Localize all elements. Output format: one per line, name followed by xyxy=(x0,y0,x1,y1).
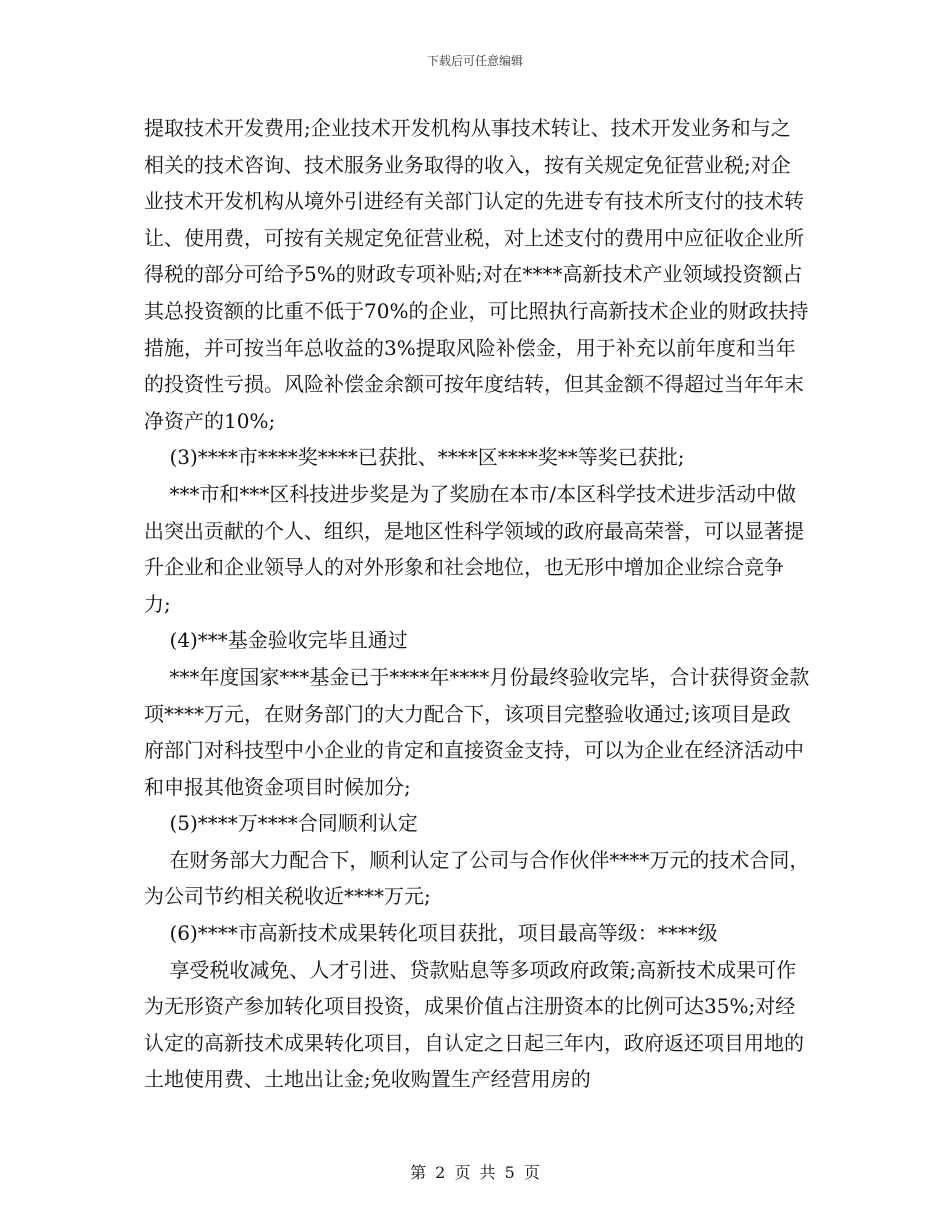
document-body xyxy=(144,110,810,1098)
page-footer: 第 2 页 共 5 页 xyxy=(410,1163,540,1182)
paragraph: (5)****万****合同顺利认定 xyxy=(144,811,418,836)
paragraph: (4)***基金验收完毕且通过 xyxy=(144,628,408,653)
paragraph: ***市和***区科技进步奖是为了奖励在本市/本区科学技术进步活动中做出突出贡献的个人、组织，是地区性科学领域的政府最高荣誉，可以显著提升企业和企业领导人的对外形象和社会地位，也无形中增加企业综合竞争力; xyxy=(144,481,804,616)
paragraph: 在财务部大力配合下，顺利认定了公司与合作伙伴****万元的技术合同，为公司节约相关税收近****万元; xyxy=(144,847,810,909)
paragraph: (6)****市高新技术成果转化项目获批，项目最高等级：****级 xyxy=(144,921,718,946)
paragraph: ***年度国家***基金已于****年****月份最终验收完毕，合计获得资金款项****万元，在财务部门的大力配合下，该项目完整验收通过;该项目是政府部门对科技型中小企业的肯定和直接资金支持，可以为企业在经济活动中和申报其他资金项目时候加分; xyxy=(144,664,810,799)
paragraph: 提取技术开发费用;企业技术开发机构从事技术转让、技术开发业务和与之相关的技术咨询、技术服务业务取得的收入，按有关规定免征营业税;对企业技术开发机构从境外引进经有关部门认定的先进专有技术所支付的技术转让、使用费，可按有关规定免征营业税，对上述支付的费用中应征收企业所得税的部分可给予5%的财政专项补贴;对在****高新技术产业领域投资额占其总投资额的比重不低于70%的企业，可比照执行高新技术企业的财政扶持措施，并可按当年总收益的3%提取风险补偿金，用于补充以前年度和当年的投资性亏损。风险补偿金余额可按年度结转，但其金额不得超过当年年末净资产的10%; xyxy=(144,116,809,433)
paragraph: (3)****市****奖****已获批、****区****奖**等奖已获批; xyxy=(144,445,685,470)
paragraph: 享受税收减免、人才引进、贷款贴息等多项政府政策;高新技术成果可作为无形资产参加转化项目投资，成果价值占注册资本的比例可达35%;对经认定的高新技术成果转化项目，自认定之日起三年内，政府返还项目用地的土地使用费、土地出让金;免收购置生产经营用房的 xyxy=(144,957,804,1092)
page-header: 下载后可任意编辑 xyxy=(426,54,523,68)
